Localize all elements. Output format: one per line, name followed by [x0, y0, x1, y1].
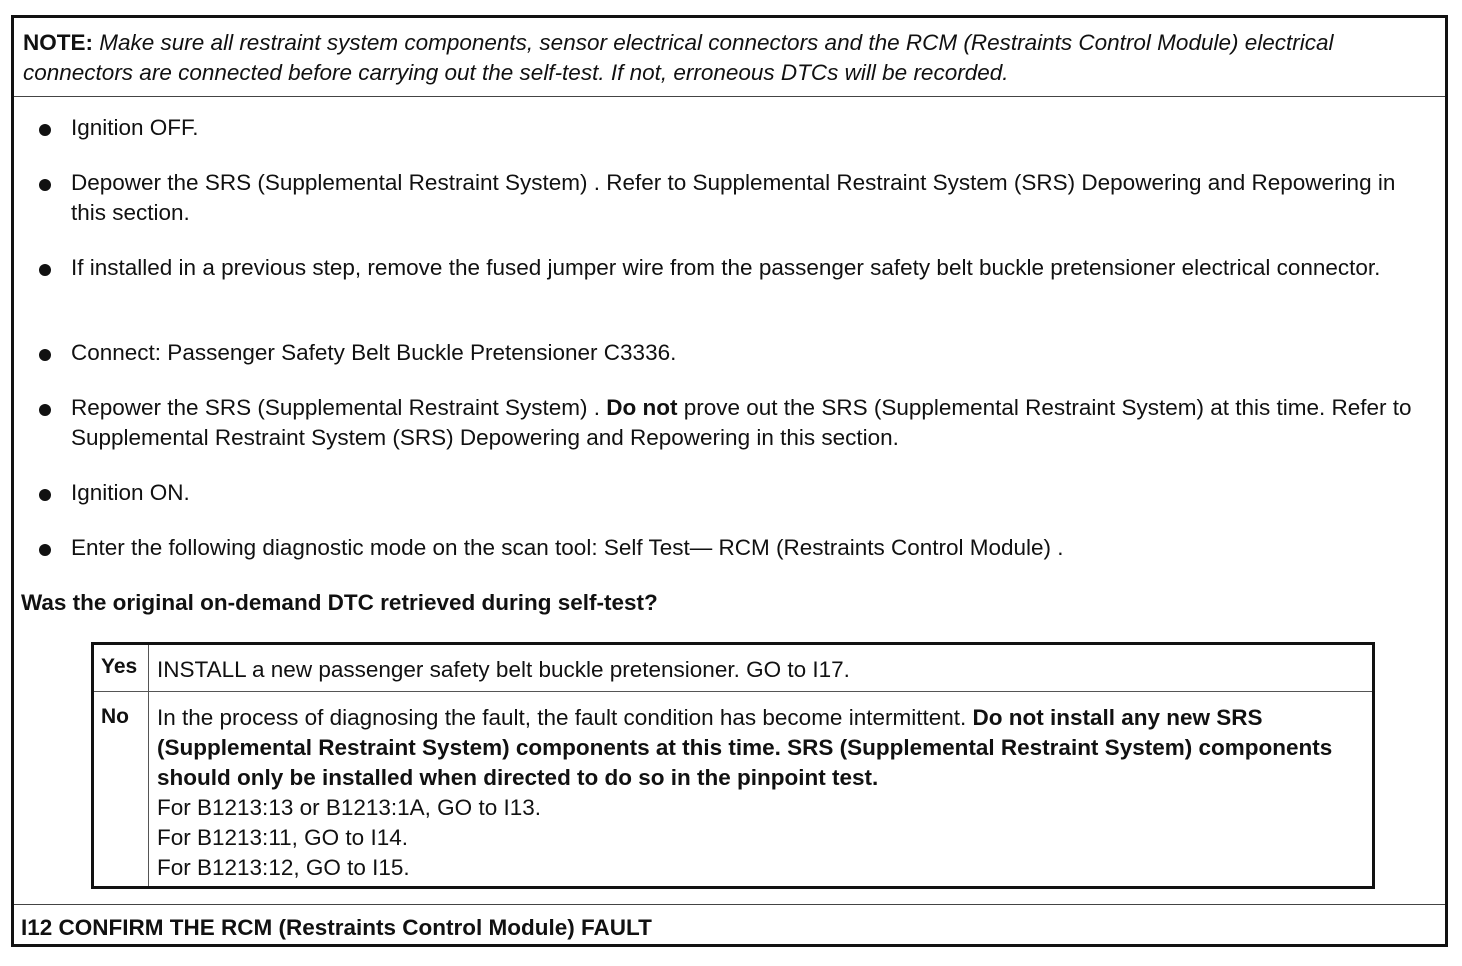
footer-divider: [14, 904, 1445, 905]
answer-no-content: [157, 703, 1367, 883]
answer-no-line-3: For B1213:12, GO to I15.: [157, 855, 410, 880]
row-divider: [94, 691, 1372, 692]
bullet-icon: [39, 544, 51, 556]
answer-no-text: In the process of diagnosing the fault, the fault condition has become intermittent.: [157, 705, 973, 730]
step-5-text-end: prove out the SRS (Supplemental Restraint System) at this time. Refer to Supplemental Restraint System (SRS) Depowering and Repowering in this section.: [71, 395, 1412, 450]
step-5-emphasis: Do not: [606, 395, 678, 420]
bullet-icon: [39, 489, 51, 501]
bullet-icon: [39, 179, 51, 191]
answer-yes-text: INSTALL a new passenger safety belt buckle pretensioner. GO to I17.: [157, 657, 850, 682]
question: Was the original on-demand DTC retrieved during self-test?: [21, 590, 658, 615]
next-step-heading: I12 CONFIRM THE RCM (Restraints Control Module) FAULT: [21, 915, 652, 940]
bullet-icon: [39, 349, 51, 361]
step-4: Connect: Passenger Safety Belt Buckle Pretensioner C3336.: [71, 340, 677, 365]
bullet-icon: [39, 264, 51, 276]
answer-no-line-2: For B1213:11, GO to I14.: [157, 825, 408, 850]
answer-table: [91, 642, 1375, 889]
bullet-icon: [39, 404, 51, 416]
step-1: Ignition OFF.: [71, 115, 199, 140]
note-divider: [14, 96, 1445, 97]
answer-no-warning: Do not install any new SRS (Supplemental Restraint System) components at this time. SRS (Supplemental Restraint System) components should only be installed when directed to do so in the pinpoint test.: [157, 705, 1333, 790]
note-label: NOTE:: [23, 30, 93, 55]
step-7: Enter the following diagnostic mode on the scan tool: Self Test— RCM (Restraints Control Module) .: [71, 535, 1064, 560]
column-divider: [148, 645, 149, 886]
note: [23, 28, 1423, 88]
answer-yes-label: Yes: [101, 655, 138, 678]
bullet-icon: [39, 124, 51, 136]
step-5: [71, 393, 1431, 453]
step-6: Ignition ON.: [71, 480, 190, 505]
procedure-frame: [11, 15, 1448, 947]
step-3: If installed in a previous step, remove the fused jumper wire from the passenger safety belt buckle pretensioner electrical connector.: [71, 255, 1381, 280]
answer-no-label: No: [101, 705, 129, 728]
step-2: Depower the SRS (Supplemental Restraint System) . Refer to Supplemental Restraint System (SRS) Depowering and Repowering in this section.: [71, 170, 1396, 225]
note-text: Make sure all restraint system components, sensor electrical connectors and the RCM (Restraints Control Module) electrical connectors are connected before carrying out the self-test. If not, erroneous DTCs will be recorded.: [23, 30, 1334, 85]
answer-no-line-1: For B1213:13 or B1213:1A, GO to I13.: [157, 795, 541, 820]
step-5-text-start: Repower the SRS (Supplemental Restraint System) .: [71, 395, 607, 420]
